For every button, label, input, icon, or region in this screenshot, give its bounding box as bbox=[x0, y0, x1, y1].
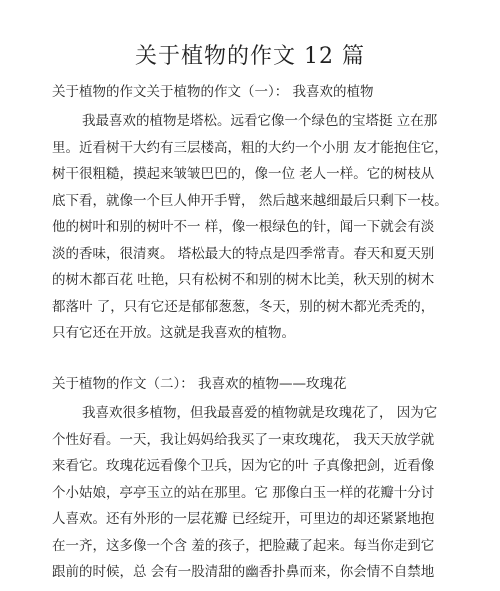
paragraph-line: 底下看，就像一个巨人伸开手臂， 然后越来越细最后只剩下一枝。 bbox=[52, 192, 448, 209]
section-heading-1: 关于植物的作文关于植物的作文（一）： 我喜欢的植物 bbox=[52, 84, 374, 100]
paragraph-line: 来看它。玫瑰花远看像个卫兵，因为它的叶 子真像把剑，近看像 bbox=[52, 458, 435, 474]
paragraph-line: 都落叶 了，只有它还是郁郁葱葱，冬天，别的树木都光秃秃的， bbox=[52, 298, 435, 315]
paragraph-line: 个小姑娘，亭亭玉立的站在那里。它 那像白玉一样的花瓣十分讨 bbox=[52, 484, 435, 501]
document-title: 关于植物的作文 12 篇 bbox=[135, 44, 365, 69]
paragraph-line: 的树木都百花 吐艳，只有松树不和别的树木比美，秋天别的树木 bbox=[52, 272, 435, 288]
section-heading-2: 关于植物的作文（二）： 我喜欢的植物——玫瑰花 bbox=[52, 376, 347, 392]
section-paragraph-2 bbox=[52, 400, 452, 586]
paragraph-line: 只有它还在开放。这就是我喜欢的植物。 bbox=[52, 325, 295, 341]
paragraph-line: 在一齐，这多像一个含 羞的孩子，把脸藏了起来。每当你走到它 bbox=[52, 537, 435, 554]
paragraph-line: 个性好看。一天，我让妈妈给我买了一束玫瑰花， 我天天放学就 bbox=[52, 431, 435, 448]
paragraph-line: 跟前的时候，总 会有一股清甜的幽香扑鼻而来，你会情不自禁地 bbox=[52, 564, 435, 580]
section-paragraph-1 bbox=[52, 108, 452, 347]
paragraph-line: 我最喜欢的植物是塔松。远看它像一个绿色的宝塔挺 立在那 bbox=[82, 113, 438, 129]
paragraph-line: 他的树叶和别的树叶不一 样，像一根绿色的针，闻一下就会有淡 bbox=[52, 219, 435, 235]
paragraph-line: 人喜欢。还有外形的一层花瓣 已经绽开，可里边的却还紧紧地抱 bbox=[52, 511, 435, 527]
paragraph-line: 树干很粗糙，摸起来皱皱巴巴的，像一位 老人一样。它的树枝从 bbox=[52, 166, 435, 182]
paragraph-line: 淡的香味，很清爽。 塔松最大的特点是四季常青。春天和夏天别 bbox=[52, 245, 435, 262]
paragraph-line: 我喜欢很多植物，但我最喜爱的植物就是玫瑰花了， 因为它 bbox=[82, 405, 438, 421]
paragraph-line: 里。近看树干大约有三层楼高，粗的大约一个小朋 友才能抱住它， bbox=[52, 139, 448, 156]
